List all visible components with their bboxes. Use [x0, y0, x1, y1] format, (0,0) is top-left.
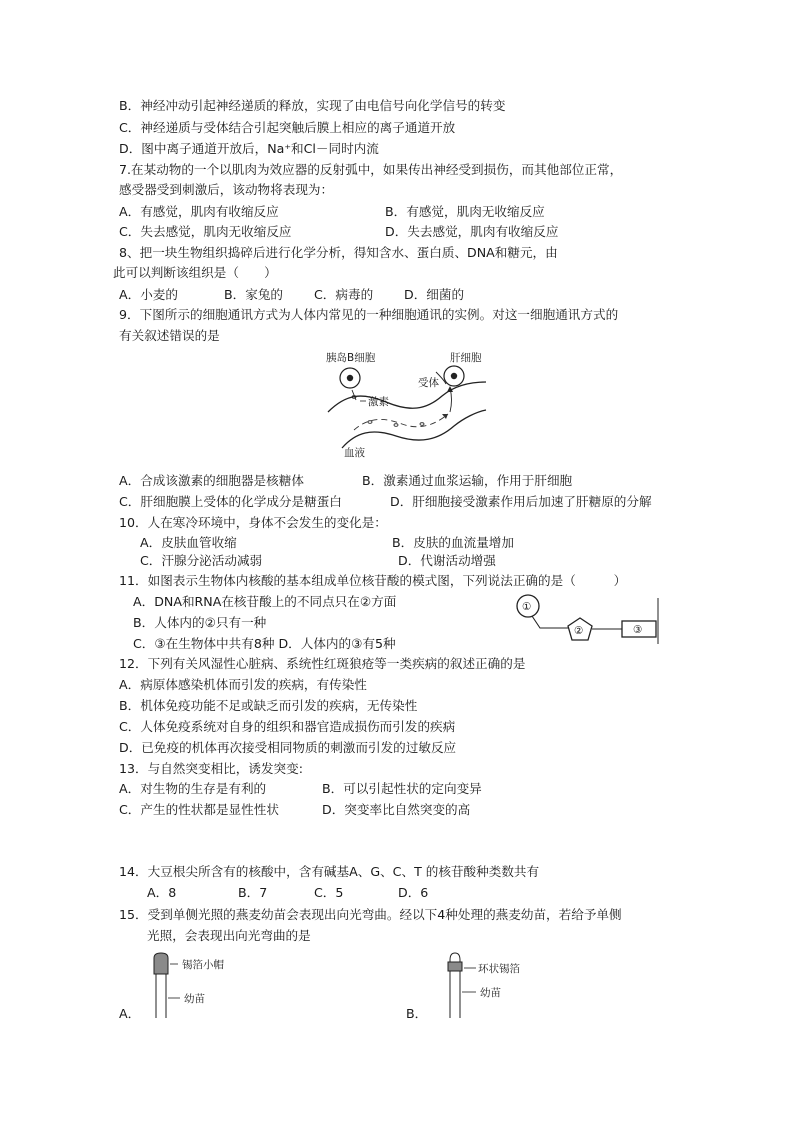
q12-option-b: B．机体免疫功能不足或缺乏而引发的疾病，无传染性 [119, 698, 418, 713]
seedling-figure-b [440, 950, 560, 1020]
q6-option-d: D．图中离子通道开放后，Na⁺和Cl－同时内流 [119, 141, 379, 156]
q15-option-b: B． [406, 1006, 428, 1021]
fig-label-3: ③ [633, 624, 643, 636]
q7-option-c: C．失去感觉，肌肉无收缩反应 [119, 224, 292, 239]
q12-stem: 12．下列有关风湿性心脏病、系统性红斑狼疮等一类疾病的叙述正确的是 [119, 656, 526, 671]
fig-b-label-seedling: 幼苗 [480, 987, 501, 999]
q9-stem-line2: 有关叙述错误的是 [119, 328, 220, 343]
q8-option-c: C．病毒的 [314, 287, 374, 302]
q9-stem-line1: 9．下图所示的细胞通讯方式为人体内常见的一种细胞通讯的实例。对这一细胞通讯方式的 [119, 307, 619, 322]
q14-option-a: A．8 [147, 885, 177, 900]
q15-stem-line1: 15．受到单侧光照的燕麦幼苗会表现出向光弯曲。经以下4种处理的燕麦幼苗，若给予单侧 [119, 907, 622, 922]
q15-stem-line2: 光照，会表现出向光弯曲的是 [147, 928, 311, 943]
fig-a-label-seedling: 幼苗 [184, 993, 205, 1005]
phosphate-sugar-bond [532, 616, 568, 628]
q8-option-b: B．家兔的 [224, 287, 284, 302]
q13-option-c: C．产生的性状都是显性性状 [119, 802, 279, 817]
q15-option-a: A． [119, 1006, 141, 1021]
q10-stem: 10．人在寒冷环境中，身体不会发生的变化是： [119, 515, 387, 530]
q9-option-c: C．肝细胞膜上受体的化学成分是糖蛋白 [119, 494, 342, 509]
q7-option-b: B．有感觉，肌肉无收缩反应 [385, 204, 545, 219]
q13-option-a: A．对生物的生存是有利的 [119, 781, 267, 796]
fig-label-2: ② [574, 625, 584, 637]
cell-signaling-figure [326, 352, 486, 460]
q7-stem-line1: 7.在某动物的一个以肌肉为效应器的反射弧中，如果传出神经受到损伤，而其他部位正常， [119, 162, 623, 177]
q9-option-d: D．肝细胞接受激素作用后加速了肝糖原的分解 [390, 494, 652, 509]
q6-option-b: B．神经冲动引起神经递质的释放，实现了由电信号向化学信号的转变 [119, 98, 506, 113]
q9-option-a: A．合成该激素的细胞器是核糖体 [119, 473, 304, 488]
q12-option-c: C．人体免疫系统对自身的组织和器官造成损伤而引发的疾病 [119, 719, 456, 734]
seedling-figure-a [150, 950, 260, 1020]
q11-option-cd: C．③在生物体中共有8种 D．人体内的③有5种 [133, 636, 396, 651]
vessel-lower-wall [342, 410, 486, 448]
q7-option-d: D．失去感觉，肌肉有收缩反应 [385, 224, 559, 239]
fig-label-pancreas: 胰岛B细胞 [326, 352, 376, 364]
q12-option-d: D．已免疫的机体再次接受相同物质的刺激而引发的过敏反应 [119, 740, 457, 755]
fig-label-hormone: 激素 [368, 396, 389, 408]
q9-option-b: B．激素通过血浆运输，作用于肝细胞 [362, 473, 573, 488]
q8-option-a: A．小麦的 [119, 287, 178, 302]
q6-option-c: C．神经递质与受体结合引起突触后膜上相应的离子通道开放 [119, 120, 456, 135]
foil-ring [448, 962, 462, 971]
q10-option-d: D．代谢活动增强 [398, 553, 496, 568]
foil-cap [154, 953, 168, 974]
q14-option-b: B．7 [238, 885, 268, 900]
nucleotide-figure [510, 594, 660, 650]
q11-stem: 11．如图表示生物体内核酸的基本组成单位核苷酸的模式图，下列说法正确的是（ ） [119, 573, 627, 588]
fig-a-label-cap: 锡箔小帽 [182, 959, 224, 971]
q10-option-a: A．皮肤血管收缩 [140, 535, 237, 550]
q10-option-b: B．皮肤的血流量增加 [392, 535, 514, 550]
q8-option-d: D．细菌的 [404, 287, 465, 302]
q13-stem: 13．与自然突变相比，诱发突变: [119, 761, 303, 776]
hormone-particle [420, 423, 424, 426]
fig-label-liver: 肝细胞 [450, 352, 482, 364]
fig-label-receptor: 受体 [418, 377, 439, 389]
q8-stem-line2: 此可以判断该组织是（ ） [113, 265, 277, 280]
q10-option-c: C．汗腺分泌活动减弱 [140, 553, 263, 568]
pancreas-b-cell-nucleus [347, 375, 353, 381]
hormone-particle [368, 421, 372, 424]
hormone-particle [394, 424, 398, 427]
q14-option-c: C．5 [314, 885, 344, 900]
liver-cell-nucleus [451, 373, 457, 379]
q13-option-d: D．突变率比自然突变的高 [322, 802, 471, 817]
fig-label-1: ① [522, 601, 532, 613]
q7-stem-line2: 感受器受到刺激后，该动物将表现为： [119, 182, 334, 197]
q14-option-d: D．6 [398, 885, 429, 900]
q12-option-a: A．病原体感染机体而引发的疾病，有传染性 [119, 677, 367, 692]
q11-option-b: B．人体内的②只有一种 [133, 615, 267, 630]
fig-label-blood: 血液 [344, 447, 365, 459]
fig-b-label-ring: 环状锡箔 [478, 963, 520, 975]
q14-stem: 14．大豆根尖所含有的核酸中，含有碱基A、G、C、T 的核苷酸种类数共有 [119, 864, 540, 879]
q13-option-b: B．可以引起性状的定向变异 [322, 781, 482, 796]
q8-stem-line1: 8、把一块生物组织捣碎后进行化学分析，得知含水、蛋白质、DNA和糖元，由 [119, 245, 558, 260]
q7-option-a: A．有感觉，肌肉有收缩反应 [119, 204, 279, 219]
q11-option-a: A．DNA和RNA在核苷酸上的不同点只在②方面 [133, 594, 397, 609]
